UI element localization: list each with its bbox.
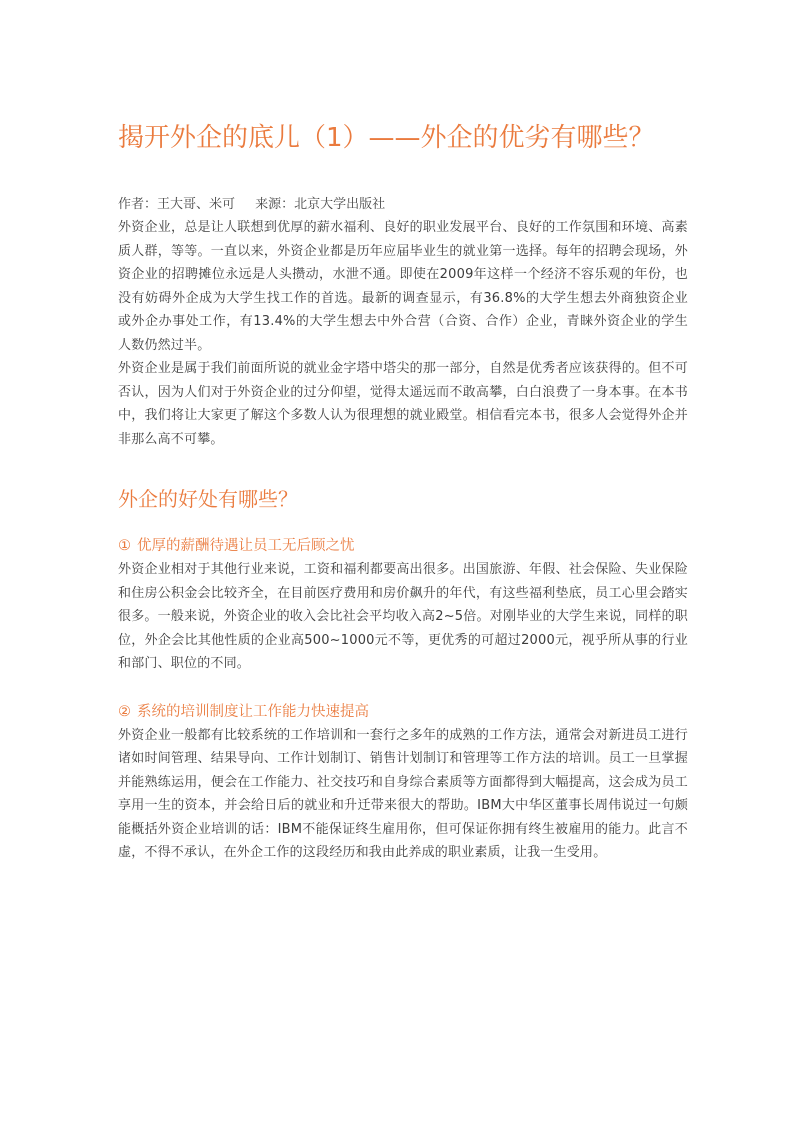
paragraph: 外资企业一般都有比较系统的工作培训和一套行之多年的成熟的工作方法，通常会对新进员工进行诸如时间管理、结果导向、工作计划制订、销售计划制订和管理等工作方法的培训。员工一旦掌握并能熟练运用，便会在工作能力、社交技巧和自身综合素质等方面都得到大幅提高，这会成为员工享用一生的资本，并会给日后的就业和升迁带来很大的帮助。IBM大中华区董事长周伟说过一句颇能概括外资企业培训的话：IBM不能保证终生雇用你，但可保证你拥有终生被雇用的能力。此言不虚，不得不承认，在外企工作的这段经历和我由此养成的职业素质，让我一生受用。 <box>118 727 688 860</box>
paragraph: 外资企业相对于其他行业来说，工资和福利都要高出很多。出国旅游、年假、社会保险、失业保险和住房公积金会比较齐全，在目前医疗费用和房价飙升的年代，有这些福利垫底，员工心里会踏实很多。一般来说，外资企业的收入会比社会平均收入高2~5倍。对刚毕业的大学生来说，同样的职位，外企会比其他性质的企业高500~1000元不等，更优秀的可超过2000元，视乎所从事的行业和部门、职位的不同。 <box>118 562 688 671</box>
source: 来源：北京大学出版社 <box>255 197 386 212</box>
article <box>118 118 688 865</box>
paragraph: 外资企业，总是让人联想到优厚的薪水福利、良好的职业发展平台、良好的工作氛围和环境、高素质人群，等等。一直以来，外资企业都是历年应届毕业生的就业第一选择。每年的招聘会现场，外资企业的招聘摊位永远是人头攒动，水泄不通。即使在2009年这样一个经济不容乐观的年份，也没有妨碍外企成为大学生找工作的首选。最新的调查显示，有36.8%的大学生想去外商独资企业或外企办事处工作，有13.4%的大学生想去中外合营（合资、合作）企业，青睐外资企业的学生人数仍然过半。 <box>118 220 688 353</box>
author: 作者：王大哥、米可 <box>118 197 236 212</box>
circled-number: ① <box>118 538 131 554</box>
section-heading: 外企的好处有哪些？ <box>118 487 298 511</box>
subheading <box>118 534 688 558</box>
subheading-text: 系统的培训制度让工作能力快速提高 <box>137 703 369 720</box>
subheading-text: 优厚的薪酬待遇让员工无后顾之忧 <box>137 538 355 554</box>
subheading <box>118 700 688 724</box>
byline <box>118 194 688 216</box>
article-title: 揭开外企的底儿（1）——外企的优劣有哪些？ <box>118 123 655 153</box>
paragraph: 外资企业是属于我们前面所说的就业金字塔中塔尖的那一部分，自然是优秀者应该获得的。但不可否认，因为人们对于外资企业的过分仰望，觉得太遥远而不敢高攀，白白浪费了一身本事。在本书中，我们将让大家更了解这个多数人认为很理想的就业殿堂。相信看完本书，很多人会觉得外企并非那么高不可攀。 <box>118 361 688 447</box>
circled-number: ② <box>118 703 131 720</box>
